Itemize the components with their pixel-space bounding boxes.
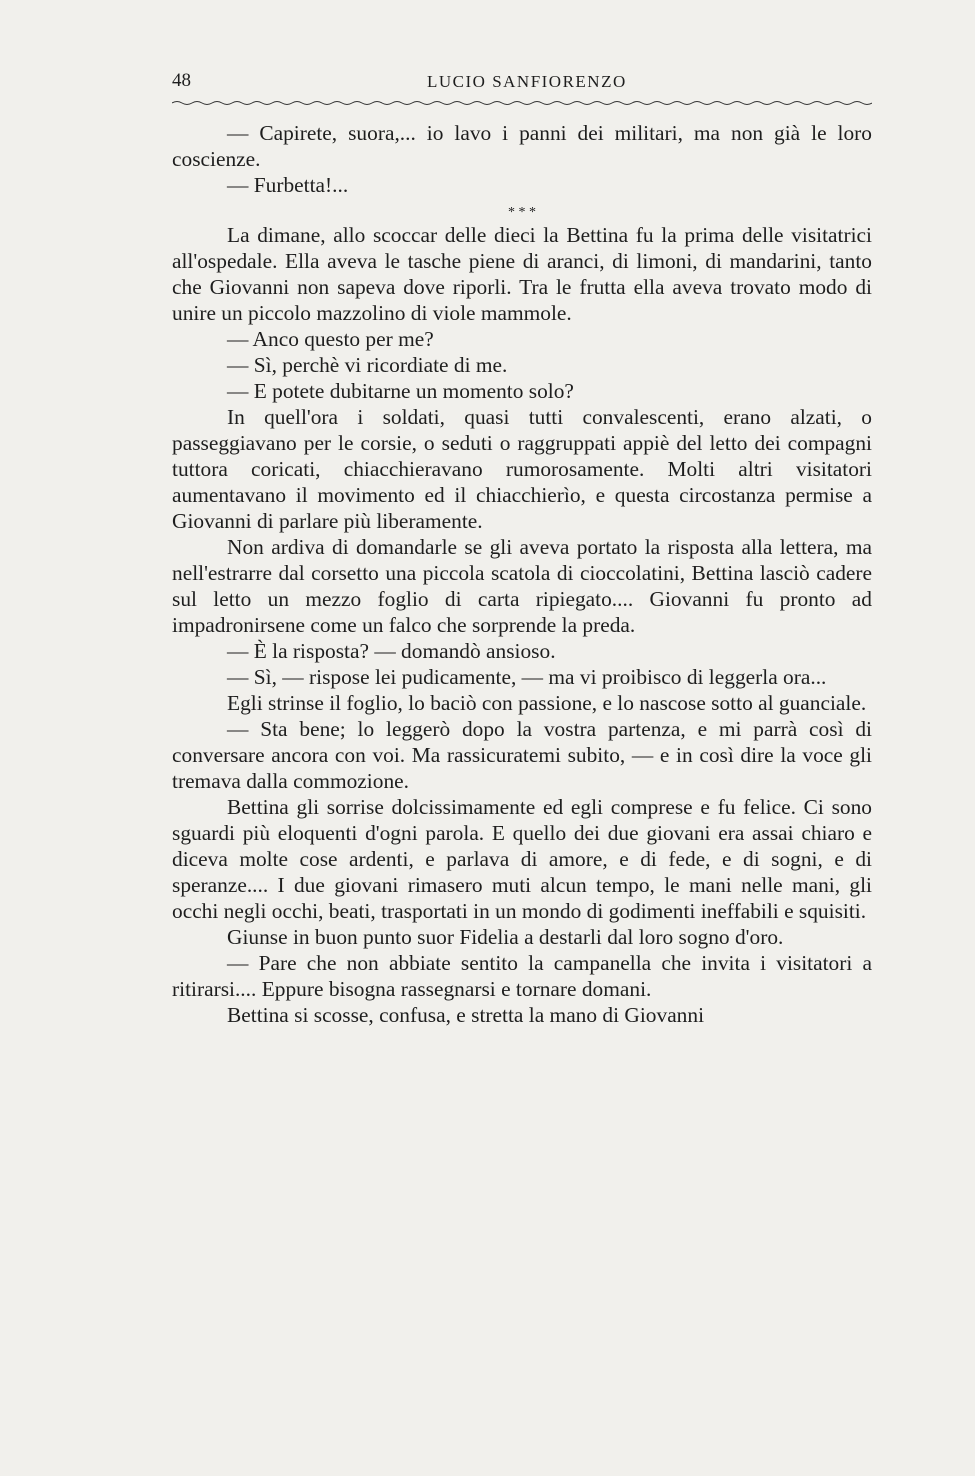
paragraph: In quell'ora i soldati, quasi tutti convalescenti, erano alzati, o passeggiavano per le corsie, o seduti o raggruppati appiè del letto dei compagni tuttora coricati, chiacchieravano rumorosamente. Molti altri visitatori aumentavano il movimento ed il chiacchierìo, e questa circostanza permise a Giovanni di parlare più liberamente. [172,405,872,533]
paragraph: — Sì, — rispose lei pudicamente, — ma vi proibisco di leggerla ora... [227,665,827,689]
paragraph: — È la risposta? — domandò ansioso. [227,639,556,663]
body-text [172,120,872,1028]
paragraph: — Pare che non abbiate sentito la campanella che invita i visitatori a ritirarsi.... Eppure bisogna rassegnarsi e tornare domani. [172,951,872,1001]
header-wavy-rule [172,100,872,106]
paragraph: Egli strinse il foglio, lo baciò con passione, e lo nascose sotto al guanciale. [227,691,867,715]
paragraph: Bettina gli sorrise dolcissimamente ed egli comprese e fu felice. Ci sono sguardi più eloquenti d'ogni parola. E quello dei due giovani era assai chiaro e diceva molte cose ardenti, e parlava di amore, e di fede, e di sogni, e di speranze.... I due giovani rimasero muti alcun tempo, le mani nelle mani, gli occhi negli occhi, beati, trasportati in un mondo di godimenti ineffabili e squisiti. [172,795,872,923]
paragraph: — E potete dubitarne un momento solo? [227,379,574,403]
paragraph: — Furbetta!... [227,173,349,197]
paragraph: Bettina si scosse, confusa, e stretta la mano di Giovanni [227,1003,705,1027]
paragraph: La dimane, allo scoccar delle dieci la Bettina fu la prima delle visitatrici all'ospedale. Ella aveva le tasche piene di aranci, di limoni, di mandarini, tanto che Giovanni non sapeva dove riporli. Tra le frutta ella aveva trovato modo di unire un piccolo mazzolino di viole mammole. [172,223,872,325]
paragraph: Giunse in buon punto suor Fidelia a destarli dal loro sogno d'oro. [227,925,784,949]
section-asterism: * * * [508,205,536,220]
running-title: LUCIO SANFIORENZO [427,72,627,91]
page-number: 48 [172,70,191,91]
paragraph: — Sì, perchè vi ricordiate di me. [227,353,508,377]
page-header [172,70,872,100]
paragraph: — Sta bene; lo leggerò dopo la vostra partenza, e mi parrà così di conversare ancora con voi. Ma rassicuratemi subito, — e in così dire la voce gli tremava dalla commozione. [172,717,872,793]
paragraph: — Capirete, suora,... io lavo i panni dei militari, ma non già le loro coscienze. [172,121,872,171]
paragraph: — Anco questo per me? [227,327,434,351]
paragraph: Non ardiva di domandarle se gli aveva portato la risposta alla lettera, ma nell'estrarre dal corsetto una piccola scatola di cioccolatini, Bettina lasciò cadere sul letto un mezzo foglio di carta ripiegato.... Giovanni fu pronto ad impadronirsene come un falco che sorprende la preda. [172,535,872,637]
